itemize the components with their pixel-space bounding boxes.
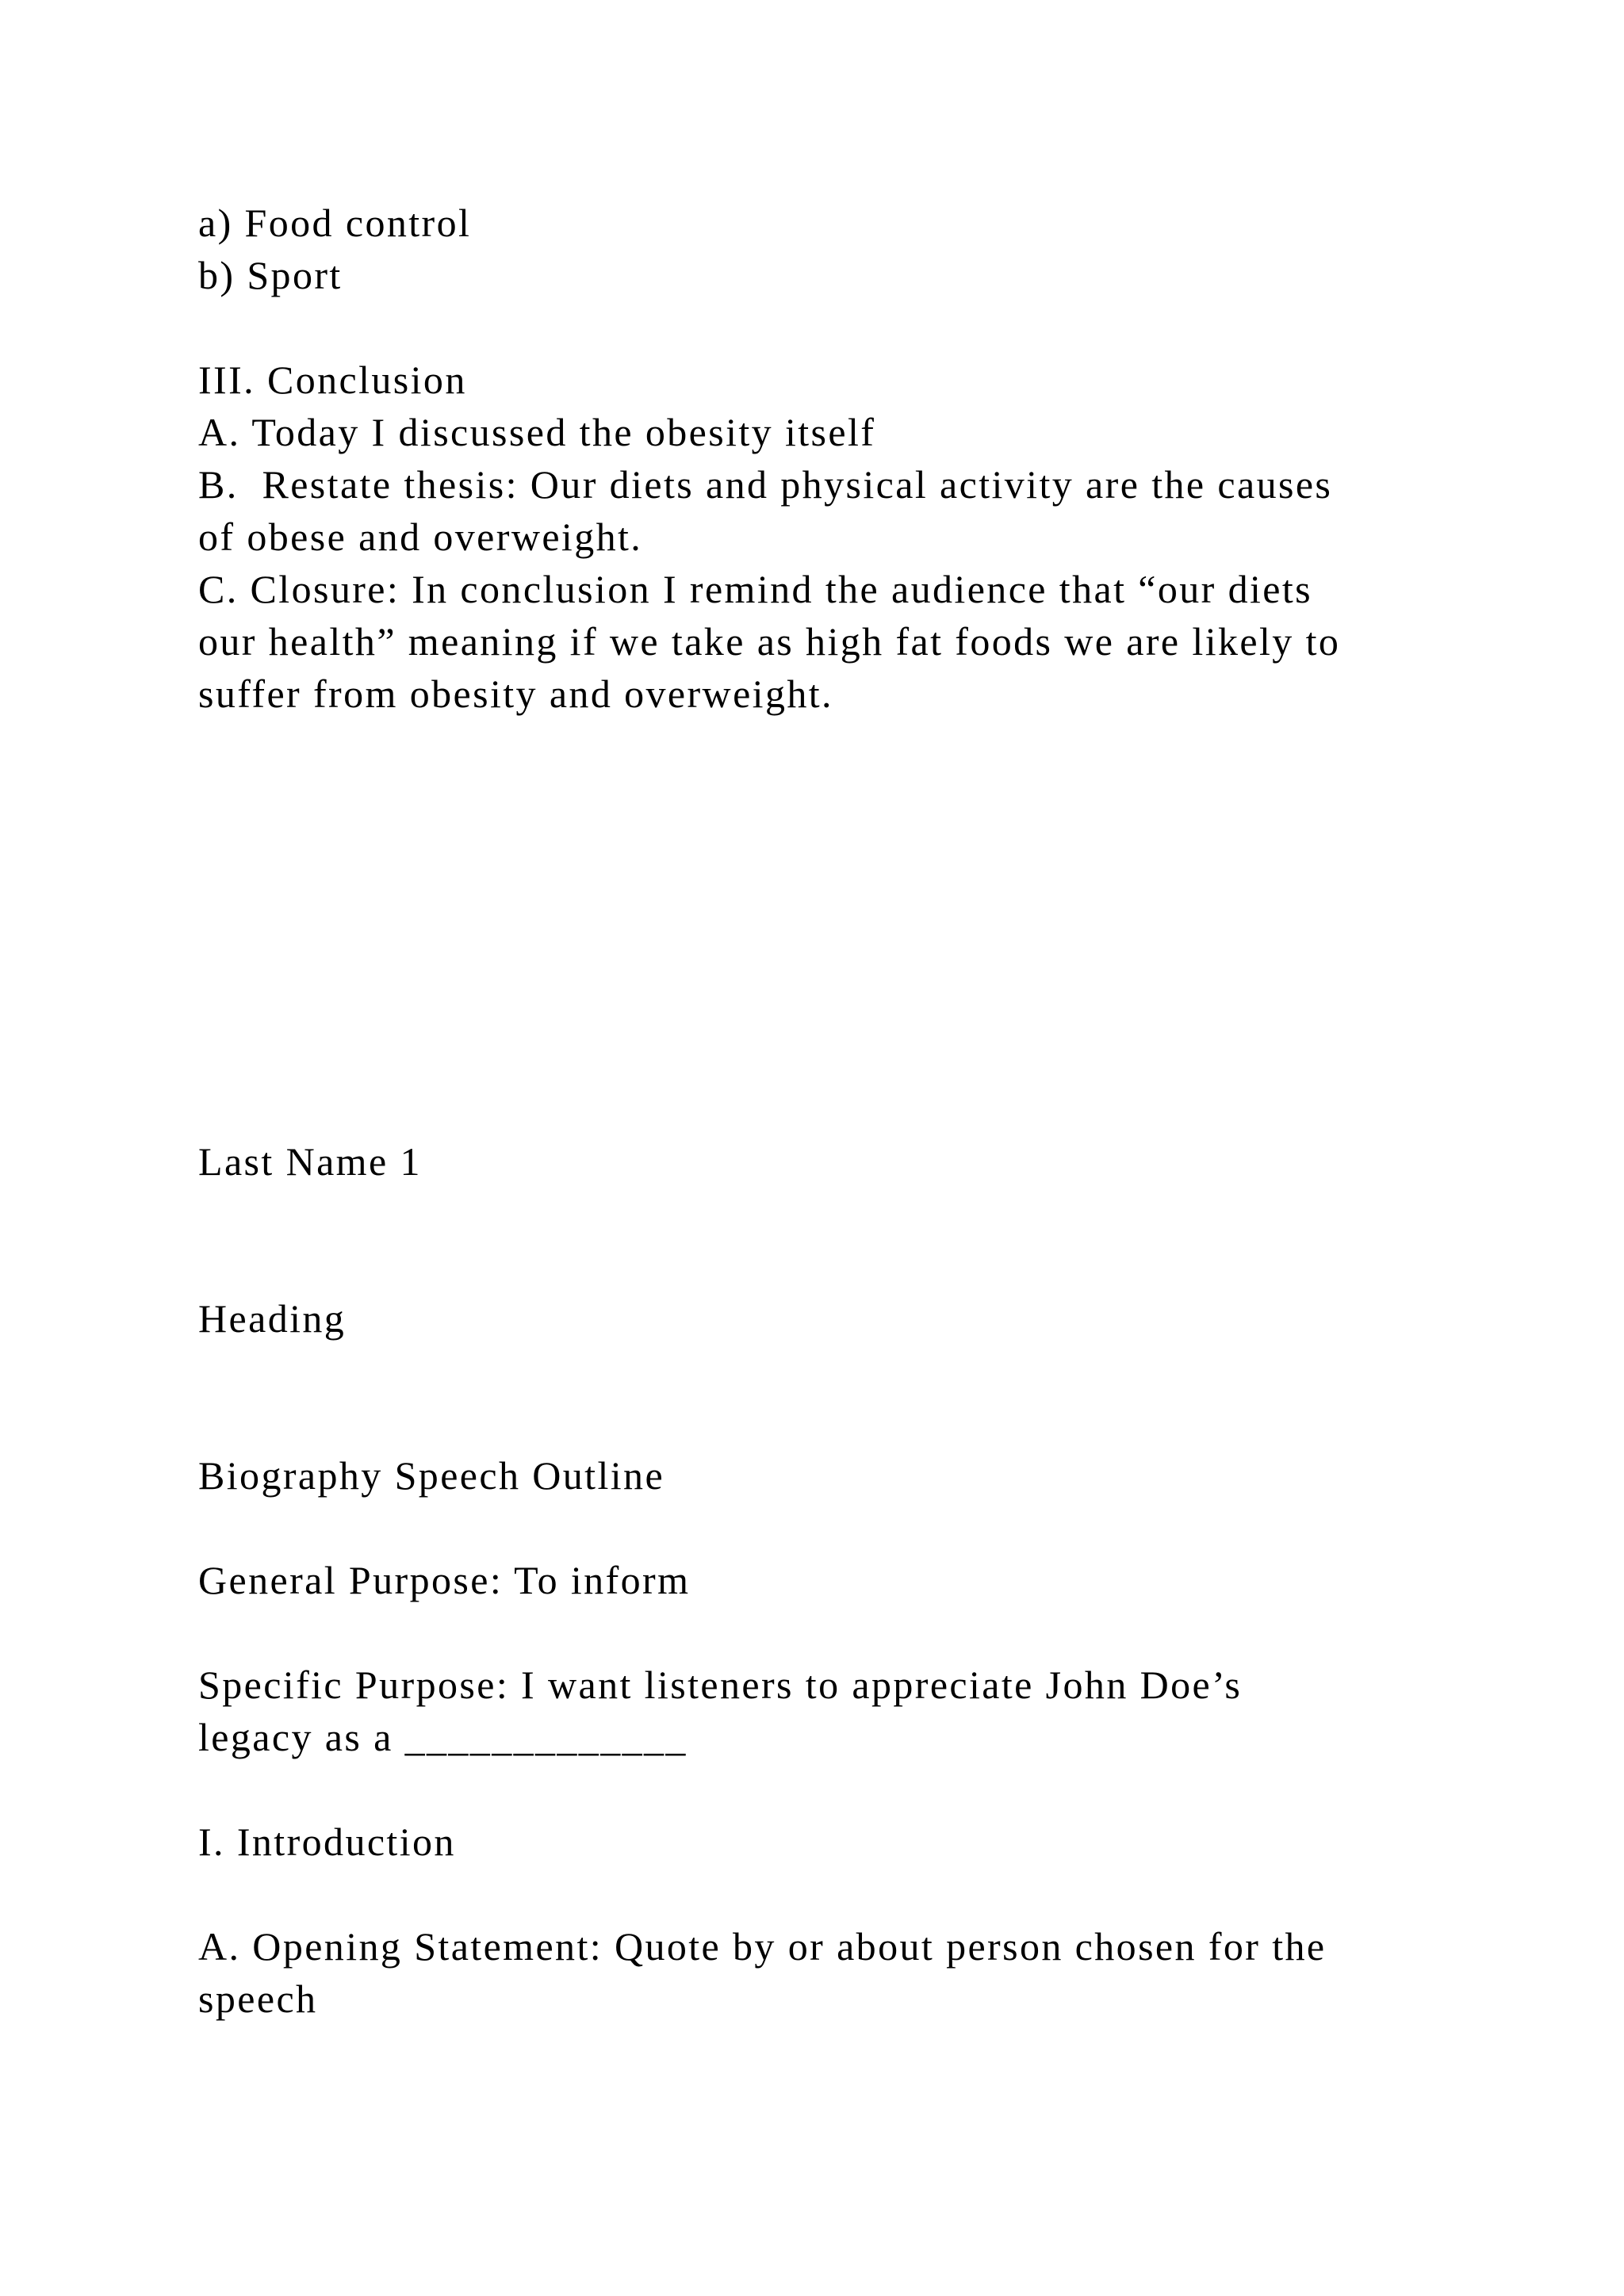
opening-statement: A. Opening Statement: Quote by or about person chosen for the [198, 1924, 1327, 1969]
general-purpose: General Purpose: To inform [198, 1558, 691, 1602]
opening-statement-cont: speech [198, 1976, 318, 2021]
conclusion-point-c-cont-2: suffer from obesity and overweight. [198, 672, 833, 716]
conclusion-point-b-cont: of obese and overweight. [198, 515, 643, 559]
section-heading-conclusion: III. Conclusion [198, 358, 467, 402]
document-title: Biography Speech Outline [198, 1453, 665, 1498]
section-heading-introduction: I. Introduction [198, 1820, 456, 1864]
list-item-food-control: a) Food control [198, 201, 472, 245]
list-item-sport: b) Sport [198, 253, 343, 297]
page-header-last-name: Last Name 1 [198, 1139, 422, 1184]
heading-label: Heading [198, 1296, 347, 1341]
specific-purpose: Specific Purpose: I want listeners to appreciate John Doe’s [198, 1663, 1243, 1707]
conclusion-point-c: C. Closure: In conclusion I remind the audience that “our diets [198, 567, 1313, 611]
conclusion-point-c-cont-1: our health” meaning if we take as high fat foods we are likely to [198, 619, 1341, 664]
specific-purpose-cont: legacy as a _____________ [198, 1715, 688, 1759]
conclusion-point-a: A. Today I discussed the obesity itself [198, 410, 876, 454]
conclusion-point-b: B. Restate thesis: Our diets and physical activity are the causes [198, 462, 1333, 507]
